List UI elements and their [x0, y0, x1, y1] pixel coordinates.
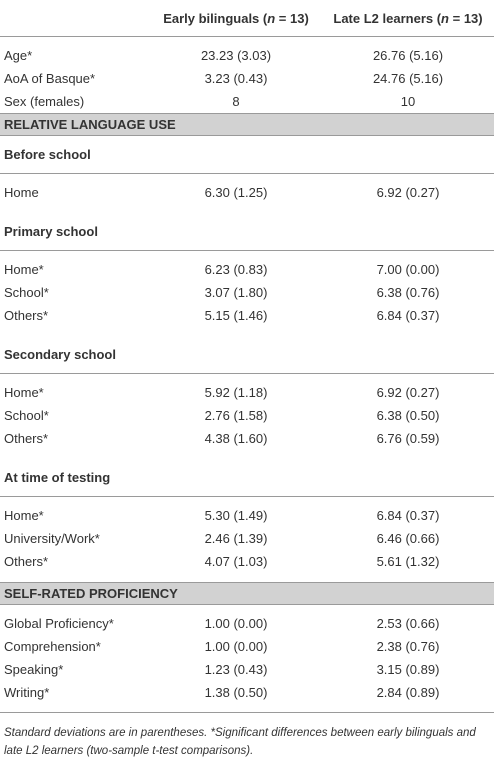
header-early-text: Early bilinguals (: [163, 10, 268, 26]
early-value: 1.00 (0.00): [204, 639, 268, 654]
table-row: [0, 612, 494, 635]
late-value: 6.46 (0.66): [376, 531, 440, 546]
late-value: 6.92 (0.27): [376, 185, 440, 200]
late-value: 24.76 (5.16): [372, 71, 444, 86]
header-early-bilinguals: [150, 0, 322, 37]
late-value: 2.53 (0.66): [376, 616, 440, 631]
table-row: [0, 90, 494, 114]
spacer: [0, 327, 494, 336]
row-label: Comprehension*: [4, 639, 101, 654]
late-value: 6.84 (0.37): [376, 308, 440, 323]
late-value: 6.92 (0.27): [376, 385, 440, 400]
table-row: [0, 504, 494, 527]
spacer: [0, 204, 494, 213]
early-value: 4.38 (1.60): [204, 431, 268, 446]
subsection-before-school: [0, 136, 494, 174]
subsection-title: At time of testing: [0, 459, 494, 497]
header-early-n: n: [267, 10, 276, 26]
table-row: [0, 550, 494, 573]
spacer: [0, 174, 494, 182]
row-label: Others*: [4, 308, 49, 323]
header-late-text: Late L2 learners (: [333, 10, 442, 26]
early-value: 3.23 (0.43): [204, 71, 268, 86]
subsection-title: Before school: [0, 136, 494, 174]
early-value: 1.38 (0.50): [204, 685, 268, 700]
subsection-secondary-school: [0, 336, 494, 374]
header-late-learners: [322, 0, 494, 37]
header-late-suffix: = 13): [449, 10, 483, 26]
table-row: [0, 658, 494, 681]
late-value: 6.84 (0.37): [376, 508, 440, 523]
early-value: 4.07 (1.03): [204, 554, 268, 569]
subsection-title: Primary school: [0, 213, 494, 251]
late-value: 6.38 (0.76): [376, 285, 440, 300]
table-row: [0, 258, 494, 281]
late-value: 5.61 (1.32): [376, 554, 440, 569]
row-label: Home: [4, 185, 39, 200]
row-label: Others*: [4, 431, 49, 446]
subsection-primary-school: [0, 213, 494, 251]
table-row: [0, 527, 494, 550]
row-label: Age*: [4, 48, 33, 63]
late-value: 2.84 (0.89): [376, 685, 440, 700]
section-title: RELATIVE LANGUAGE USE: [0, 114, 494, 136]
spacer: [0, 37, 494, 45]
row-label: Speaking*: [4, 662, 64, 677]
early-value: 5.92 (1.18): [204, 385, 268, 400]
row-label: Home*: [4, 508, 44, 523]
table-row: [0, 681, 494, 704]
late-value: 6.38 (0.50): [376, 408, 440, 423]
late-value: 3.15 (0.89): [376, 662, 440, 677]
early-value: 1.00 (0.00): [204, 616, 268, 631]
early-value: 2.46 (1.39): [204, 531, 268, 546]
subsection-time-of-testing: [0, 459, 494, 497]
early-value: 3.07 (1.80): [204, 285, 268, 300]
table-row: [0, 635, 494, 658]
early-value: 6.30 (1.25): [204, 185, 268, 200]
header-col-empty: [0, 0, 150, 37]
table-row: [0, 404, 494, 427]
late-value: 2.38 (0.76): [376, 639, 440, 654]
section-self-rated-proficiency: [0, 583, 494, 605]
table-row: [0, 67, 494, 90]
spacer: [0, 573, 494, 583]
table-row: [0, 44, 494, 67]
late-value: 7.00 (0.00): [376, 262, 440, 277]
row-label: Others*: [4, 554, 49, 569]
early-value: 5.30 (1.49): [204, 508, 268, 523]
row-label: School*: [4, 408, 49, 423]
early-value: 23.23 (3.03): [200, 48, 272, 63]
late-value: 26.76 (5.16): [372, 48, 444, 63]
spacer: [0, 450, 494, 459]
header-early-suffix: = 13): [275, 10, 309, 26]
header-late-n: n: [441, 10, 449, 26]
row-label: Home*: [4, 262, 44, 277]
row-label: AoA of Basque*: [4, 71, 96, 86]
section-title: SELF-RATED PROFICIENCY: [0, 583, 494, 605]
row-label: University/Work*: [4, 531, 100, 546]
header-row: [0, 0, 494, 37]
early-value: 2.76 (1.58): [204, 408, 268, 423]
table-row: [0, 281, 494, 304]
late-value: 6.76 (0.59): [376, 431, 440, 446]
early-value: 6.23 (0.83): [204, 262, 268, 277]
table-row: [0, 304, 494, 327]
early-value: 1.23 (0.43): [204, 662, 268, 677]
subsection-title: Secondary school: [0, 336, 494, 374]
row-label: Global Proficiency*: [4, 616, 114, 631]
row-label: School*: [4, 285, 49, 300]
early-value: 5.15 (1.46): [204, 308, 268, 323]
spacer: [0, 497, 494, 505]
late-value: 10: [400, 94, 416, 109]
spacer: [0, 251, 494, 259]
table-row: [0, 381, 494, 404]
table-footnote: Standard deviations are in parentheses. *Significant differences between early bilinguals and late L2 learners (two-sample t-test comparisons).: [4, 727, 476, 757]
table-row: [0, 181, 494, 204]
spacer: [0, 374, 494, 382]
row-label: Sex (females): [4, 94, 85, 109]
table-bottom-rule: [0, 704, 494, 713]
early-value: 8: [232, 94, 240, 109]
spacer: [0, 605, 494, 613]
row-label: Home*: [4, 385, 44, 400]
table-row: [0, 427, 494, 450]
section-relative-language-use: [0, 114, 494, 136]
row-label: Writing*: [4, 685, 50, 700]
